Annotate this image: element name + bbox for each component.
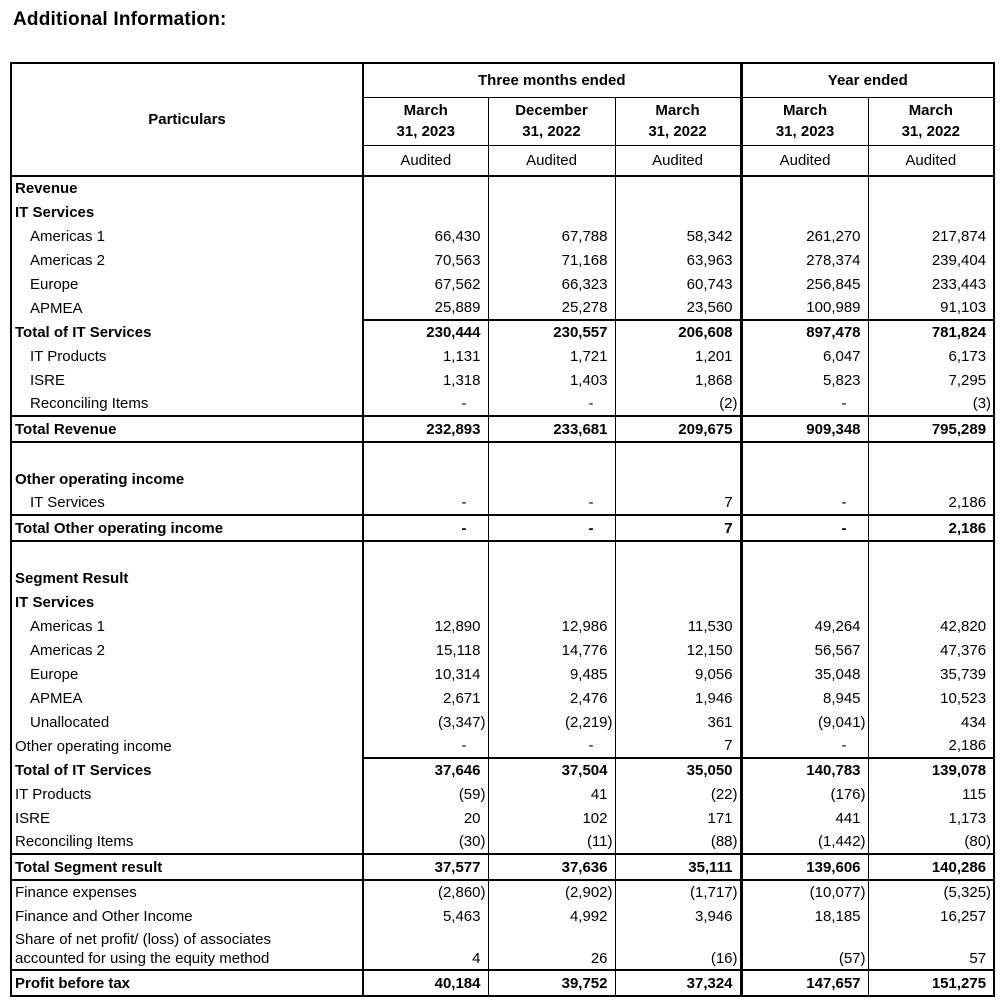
value-cell: (1,442) <box>741 830 868 854</box>
value-cell: 232,893 <box>363 416 488 442</box>
value-cell: 239,404 <box>868 248 994 272</box>
column-audit-label: Audited <box>488 145 615 176</box>
value-cell: (16) <box>615 928 741 970</box>
row-label <box>11 541 363 566</box>
row-label: Finance expenses <box>15 884 137 901</box>
value-cell: 12,986 <box>488 614 615 638</box>
value-cell: 41 <box>488 782 615 806</box>
row-label: Total Other operating income <box>11 515 363 541</box>
value-cell: (5,325) <box>868 880 994 904</box>
value-cell: - <box>363 392 488 416</box>
value-cell: - <box>488 491 615 515</box>
value-cell <box>488 566 615 590</box>
value-cell: 10,314 <box>363 662 488 686</box>
value-cell: 230,444 <box>363 320 488 344</box>
value-cell <box>741 176 868 200</box>
value-cell <box>868 176 994 200</box>
value-cell <box>363 541 488 566</box>
value-cell: 18,185 <box>741 904 868 928</box>
value-cell: 16,257 <box>868 904 994 928</box>
column-period-label: March 31, 2023 <box>363 97 488 145</box>
row-label: APMEA <box>30 299 83 317</box>
row-label: IT Services <box>15 203 95 221</box>
value-cell: 40,184 <box>363 970 488 996</box>
table-row <box>11 880 994 904</box>
value-cell: 58,342 <box>615 224 741 248</box>
value-cell <box>363 200 488 224</box>
column-audit-label: Audited <box>615 145 741 176</box>
value-cell: (1,717) <box>615 880 741 904</box>
table-head <box>11 63 994 176</box>
value-cell: 2,186 <box>868 734 994 758</box>
value-cell: 1,721 <box>488 344 615 368</box>
row-label: Americas 2 <box>30 641 106 659</box>
value-cell <box>363 566 488 590</box>
row-label: IT Services <box>30 494 105 511</box>
value-cell: 6,047 <box>741 344 868 368</box>
column-period-label: March 31, 2022 <box>615 97 741 145</box>
value-cell: 1,403 <box>488 368 615 392</box>
value-cell: 66,323 <box>488 272 615 296</box>
value-cell <box>488 467 615 491</box>
value-cell <box>615 200 741 224</box>
value-cell: 781,824 <box>868 320 994 344</box>
value-cell: 7 <box>615 515 741 541</box>
row-label: Segment Result <box>15 569 129 587</box>
value-cell: 11,530 <box>615 614 741 638</box>
value-cell: 6,173 <box>868 344 994 368</box>
column-audit-label: Audited <box>363 145 488 176</box>
value-cell: 12,890 <box>363 614 488 638</box>
value-cell <box>488 590 615 614</box>
value-cell: (9,041) <box>741 710 868 734</box>
value-cell: 47,376 <box>868 638 994 662</box>
table-row <box>11 758 994 782</box>
value-cell: - <box>741 491 868 515</box>
value-cell: 1,173 <box>868 806 994 830</box>
row-label: Europe <box>30 665 79 683</box>
value-cell: 5,823 <box>741 368 868 392</box>
value-cell: 35,050 <box>615 758 741 782</box>
table-row <box>11 392 994 416</box>
row-label: Reconciling Items <box>30 395 149 412</box>
value-cell: 37,577 <box>363 854 488 880</box>
value-cell: 795,289 <box>868 416 994 442</box>
value-cell: 15,118 <box>363 638 488 662</box>
page-title: Additional Information: <box>13 9 227 30</box>
row-label: Total of IT Services <box>15 323 152 341</box>
value-cell: (2,219) <box>488 710 615 734</box>
value-cell <box>741 200 868 224</box>
table-row <box>11 344 994 368</box>
value-cell: - <box>488 515 615 541</box>
value-cell <box>363 467 488 491</box>
column-audit-label: Audited <box>868 145 994 176</box>
value-cell: 897,478 <box>741 320 868 344</box>
value-cell: (57) <box>741 928 868 970</box>
spacer-row <box>11 442 994 467</box>
table-row <box>11 368 994 392</box>
value-cell: 23,560 <box>615 296 741 320</box>
table-row <box>11 904 994 928</box>
column-period-label: December 31, 2022 <box>488 97 615 145</box>
value-cell: - <box>741 515 868 541</box>
value-cell: - <box>741 734 868 758</box>
table-row <box>11 467 994 491</box>
row-label: ISRE <box>30 371 66 389</box>
value-cell <box>488 442 615 467</box>
value-cell: 102 <box>488 806 615 830</box>
value-cell: - <box>363 491 488 515</box>
value-cell: 14,776 <box>488 638 615 662</box>
value-cell: 37,636 <box>488 854 615 880</box>
value-cell <box>741 442 868 467</box>
financial-table <box>10 62 995 997</box>
value-cell: 2,186 <box>868 515 994 541</box>
value-cell: 206,608 <box>615 320 741 344</box>
value-cell: 49,264 <box>741 614 868 638</box>
value-cell <box>615 590 741 614</box>
value-cell: 91,103 <box>868 296 994 320</box>
value-cell <box>741 541 868 566</box>
value-cell: 37,504 <box>488 758 615 782</box>
value-cell <box>615 442 741 467</box>
value-cell: 209,675 <box>615 416 741 442</box>
row-label: APMEA <box>30 689 83 707</box>
table-row <box>11 515 994 541</box>
row-label: IT Products <box>30 347 107 365</box>
value-cell: (88) <box>615 830 741 854</box>
table-row <box>11 806 994 830</box>
row-label: Europe <box>30 275 79 293</box>
value-cell: 261,270 <box>741 224 868 248</box>
table-row <box>11 590 994 614</box>
table-row <box>11 200 994 224</box>
value-cell: 1,868 <box>615 368 741 392</box>
value-cell: 233,681 <box>488 416 615 442</box>
value-cell: 147,657 <box>741 970 868 996</box>
value-cell: 60,743 <box>615 272 741 296</box>
table-row <box>11 928 994 970</box>
value-cell: 909,348 <box>741 416 868 442</box>
value-cell: (2,860) <box>363 880 488 904</box>
value-cell: 63,963 <box>615 248 741 272</box>
table-row <box>11 710 994 734</box>
value-cell: 35,739 <box>868 662 994 686</box>
table-row <box>11 320 994 344</box>
value-cell: 7 <box>615 491 741 515</box>
table-row <box>11 614 994 638</box>
value-cell: 1,946 <box>615 686 741 710</box>
value-cell: 3,946 <box>615 904 741 928</box>
row-label: Share of net profit/ (loss) of associates accounted for using the equity method <box>15 931 271 967</box>
table-row <box>11 734 994 758</box>
value-cell: 35,048 <box>741 662 868 686</box>
value-cell <box>741 467 868 491</box>
value-cell <box>363 176 488 200</box>
value-cell <box>488 176 615 200</box>
value-cell: 5,463 <box>363 904 488 928</box>
row-label <box>11 442 363 467</box>
value-cell: (176) <box>741 782 868 806</box>
row-label: ISRE <box>15 809 51 827</box>
value-cell: 9,056 <box>615 662 741 686</box>
value-cell: 2,671 <box>363 686 488 710</box>
value-cell: 4,992 <box>488 904 615 928</box>
value-cell: 37,646 <box>363 758 488 782</box>
row-label: Americas 1 <box>30 617 106 635</box>
value-cell: (30) <box>363 830 488 854</box>
row-label: Total of IT Services <box>15 761 152 779</box>
table-row <box>11 296 994 320</box>
column-group-label: Three months ended <box>363 63 741 97</box>
value-cell: 42,820 <box>868 614 994 638</box>
value-cell: 39,752 <box>488 970 615 996</box>
value-cell <box>615 467 741 491</box>
value-cell: 151,275 <box>868 970 994 996</box>
value-cell: 67,562 <box>363 272 488 296</box>
table-row <box>11 566 994 590</box>
value-cell: 171 <box>615 806 741 830</box>
row-label: Revenue <box>15 180 78 197</box>
table-body <box>11 176 994 996</box>
value-cell: 233,443 <box>868 272 994 296</box>
value-cell: 8,945 <box>741 686 868 710</box>
value-cell <box>488 200 615 224</box>
header-group-row <box>11 63 994 97</box>
value-cell <box>868 590 994 614</box>
row-label: Finance and Other Income <box>15 907 193 925</box>
value-cell: 256,845 <box>741 272 868 296</box>
value-cell: 56,567 <box>741 638 868 662</box>
value-cell: (3) <box>868 392 994 416</box>
value-cell: 4 <box>363 928 488 970</box>
value-cell: 2,186 <box>868 491 994 515</box>
value-cell: 1,318 <box>363 368 488 392</box>
value-cell: - <box>488 392 615 416</box>
column-audit-label: Audited <box>741 145 868 176</box>
value-cell: 217,874 <box>868 224 994 248</box>
value-cell: - <box>363 515 488 541</box>
value-cell: 7 <box>615 734 741 758</box>
table-row <box>11 248 994 272</box>
value-cell <box>868 541 994 566</box>
value-cell: 115 <box>868 782 994 806</box>
value-cell <box>615 176 741 200</box>
value-cell <box>868 467 994 491</box>
value-cell: 361 <box>615 710 741 734</box>
value-cell <box>488 541 615 566</box>
column-group-label: Year ended <box>741 63 994 97</box>
row-label: Reconciling Items <box>15 833 134 850</box>
row-label: Other operating income <box>15 470 185 488</box>
row-label: Total Revenue <box>11 416 363 442</box>
value-cell: 37,324 <box>615 970 741 996</box>
value-cell <box>615 566 741 590</box>
value-cell: (11) <box>488 830 615 854</box>
value-cell: 7,295 <box>868 368 994 392</box>
table-row <box>11 970 994 996</box>
table-row <box>11 638 994 662</box>
row-label: IT Products <box>15 785 92 803</box>
value-cell: 1,131 <box>363 344 488 368</box>
value-cell: 12,150 <box>615 638 741 662</box>
table-row <box>11 272 994 296</box>
value-cell: 25,278 <box>488 296 615 320</box>
value-cell: - <box>363 734 488 758</box>
value-cell: 71,168 <box>488 248 615 272</box>
spacer-row <box>11 541 994 566</box>
value-cell: 100,989 <box>741 296 868 320</box>
value-cell: 26 <box>488 928 615 970</box>
value-cell: 35,111 <box>615 854 741 880</box>
value-cell: 57 <box>868 928 994 970</box>
value-cell <box>363 442 488 467</box>
value-cell: (22) <box>615 782 741 806</box>
value-cell: 140,286 <box>868 854 994 880</box>
row-label: IT Services <box>15 593 95 611</box>
table-row <box>11 686 994 710</box>
row-label: Profit before tax <box>11 970 363 996</box>
row-label: Unallocated <box>30 713 110 731</box>
value-cell: (2,902) <box>488 880 615 904</box>
value-cell: (10,077) <box>741 880 868 904</box>
table-row <box>11 782 994 806</box>
value-cell: 230,557 <box>488 320 615 344</box>
value-cell: 10,523 <box>868 686 994 710</box>
value-cell: - <box>741 392 868 416</box>
table-row <box>11 662 994 686</box>
row-label: Americas 1 <box>30 227 106 245</box>
value-cell: (80) <box>868 830 994 854</box>
table-row <box>11 491 994 515</box>
value-cell: 139,078 <box>868 758 994 782</box>
value-cell: 139,606 <box>741 854 868 880</box>
value-cell: 66,430 <box>363 224 488 248</box>
row-label: Other operating income <box>15 737 172 755</box>
value-cell: 2,476 <box>488 686 615 710</box>
table-row <box>11 416 994 442</box>
value-cell: 434 <box>868 710 994 734</box>
value-cell <box>741 590 868 614</box>
column-period-label: March 31, 2023 <box>741 97 868 145</box>
value-cell: 278,374 <box>741 248 868 272</box>
table-row <box>11 854 994 880</box>
value-cell: 1,201 <box>615 344 741 368</box>
value-cell: 9,485 <box>488 662 615 686</box>
value-cell: (3,347) <box>363 710 488 734</box>
table-row <box>11 176 994 200</box>
value-cell: 441 <box>741 806 868 830</box>
value-cell: 140,783 <box>741 758 868 782</box>
value-cell: 25,889 <box>363 296 488 320</box>
table-row <box>11 830 994 854</box>
row-label: Total Segment result <box>11 854 363 880</box>
value-cell: (59) <box>363 782 488 806</box>
column-period-label: March 31, 2022 <box>868 97 994 145</box>
value-cell: - <box>488 734 615 758</box>
value-cell: (2) <box>615 392 741 416</box>
value-cell <box>868 200 994 224</box>
value-cell <box>363 590 488 614</box>
value-cell <box>615 541 741 566</box>
value-cell: 70,563 <box>363 248 488 272</box>
value-cell <box>868 442 994 467</box>
value-cell: 67,788 <box>488 224 615 248</box>
value-cell <box>741 566 868 590</box>
particulars-header: Particulars <box>11 63 363 176</box>
value-cell <box>868 566 994 590</box>
value-cell: 20 <box>363 806 488 830</box>
table-row <box>11 224 994 248</box>
row-label: Americas 2 <box>30 251 106 269</box>
